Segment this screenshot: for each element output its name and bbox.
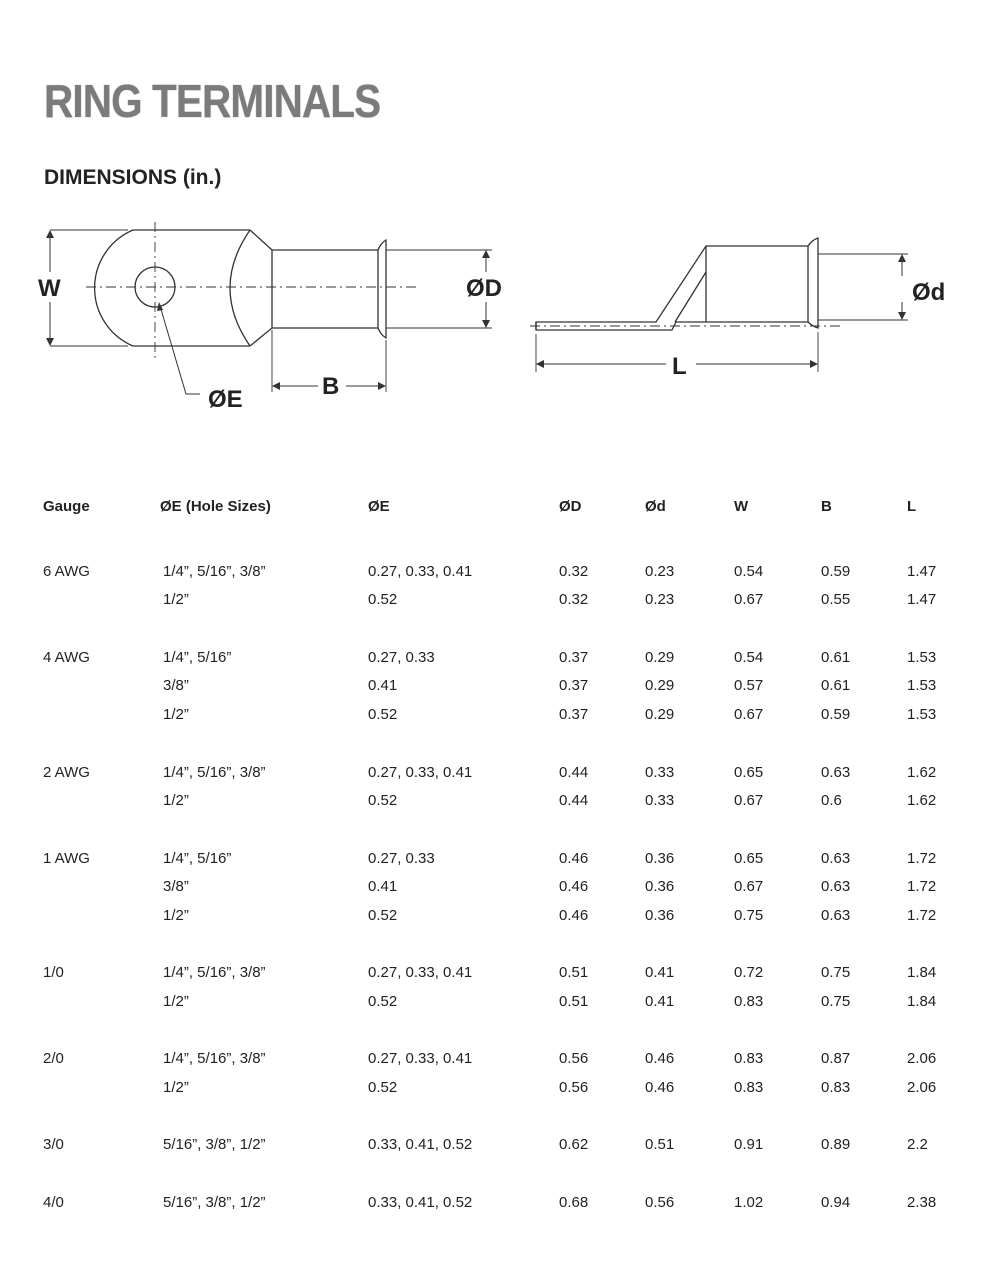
cell-d-lower: 0.23	[645, 562, 675, 580]
header-d-lower: Ød	[645, 498, 666, 515]
cell-d-lower: 0.29	[645, 648, 675, 666]
cell-l: 1.47	[907, 591, 937, 609]
cell-d-upper: 0.46	[559, 878, 589, 896]
table-row	[0, 585, 989, 614]
cell-hole-sizes: 1/2”	[163, 792, 189, 810]
cell-hole-sizes: 3/8”	[163, 677, 189, 695]
cell-w: 0.83	[734, 1050, 764, 1068]
cell-e: 0.27, 0.33	[368, 648, 435, 666]
label-d-upper: ØD	[466, 275, 502, 302]
cell-b: 0.6	[821, 792, 842, 810]
cell-d-lower: 0.23	[645, 591, 675, 609]
cell-l: 1.84	[907, 993, 937, 1010]
cell-d-lower: 0.36	[645, 849, 675, 867]
cell-w: 0.83	[734, 1079, 764, 1097]
cell-d-lower: 0.46	[645, 1050, 675, 1068]
cell-gauge: 6 AWG	[43, 562, 90, 580]
cell-d-lower: 0.41	[645, 993, 675, 1010]
cell-l: 1.53	[907, 706, 937, 724]
page-title: RING TERMINALS	[44, 75, 381, 127]
cell-l: 1.72	[907, 849, 937, 867]
group-spacer	[0, 729, 989, 758]
cell-b: 0.59	[821, 706, 851, 724]
cell-d-upper: 0.46	[559, 906, 589, 924]
table-row	[0, 700, 989, 729]
cell-gauge: 2 AWG	[43, 763, 90, 781]
cell-b: 0.87	[821, 1050, 851, 1068]
cell-hole-sizes: 1/2”	[163, 906, 189, 924]
cell-hole-sizes: 1/2”	[163, 591, 189, 609]
cell-d-lower: 0.29	[645, 677, 675, 695]
cell-e: 0.33, 0.41, 0.52	[368, 1136, 473, 1154]
cell-l: 2.06	[907, 1079, 937, 1097]
cell-w: 0.57	[734, 677, 764, 695]
label-l: L	[672, 353, 687, 380]
cell-l: 1.84	[907, 964, 937, 982]
cell-d-upper: 0.32	[559, 591, 589, 609]
cell-gauge: 4 AWG	[43, 648, 90, 666]
cell-w: 0.65	[734, 763, 764, 781]
cell-w: 0.75	[734, 906, 764, 924]
label-b: B	[322, 373, 340, 400]
table-row	[0, 872, 989, 901]
cell-w: 0.54	[734, 648, 764, 666]
header-l: L	[907, 498, 917, 515]
group-spacer	[0, 1016, 989, 1045]
cell-b: 0.63	[821, 878, 851, 896]
cell-hole-sizes: 1/2”	[163, 1079, 189, 1097]
cell-l: 1.53	[907, 648, 937, 666]
group-spacer	[0, 614, 989, 643]
cell-b: 0.55	[821, 591, 851, 609]
cell-d-lower: 0.29	[645, 706, 675, 724]
cell-e: 0.52	[368, 706, 398, 724]
barrel-outline	[272, 250, 378, 328]
cell-l: 1.72	[907, 906, 937, 924]
dimension-diagram	[0, 210, 989, 420]
table-row	[0, 1073, 989, 1102]
group-spacer	[0, 1102, 989, 1131]
cell-gauge: 2/0	[43, 1050, 64, 1068]
cell-l: 1.53	[907, 677, 937, 695]
cell-d-upper: 0.32	[559, 562, 589, 580]
table-row	[0, 1130, 989, 1159]
cell-b: 0.61	[821, 648, 851, 666]
cell-hole-sizes: 1/4”, 5/16”	[163, 849, 232, 867]
cell-e: 0.52	[368, 792, 398, 810]
cell-l: 1.62	[907, 792, 937, 810]
cell-e: 0.52	[368, 906, 398, 924]
cell-hole-sizes: 1/2”	[163, 706, 189, 724]
cell-w: 0.72	[734, 964, 764, 982]
cell-b: 0.75	[821, 964, 851, 982]
cell-d-upper: 0.68	[559, 1193, 589, 1211]
cell-b: 0.63	[821, 763, 851, 781]
group-spacer	[0, 930, 989, 959]
dimensions-table	[0, 492, 989, 1217]
cell-gauge: 4/0	[43, 1193, 64, 1211]
cell-hole-sizes: 1/4”, 5/16”, 3/8”	[163, 763, 266, 781]
cell-l: 2.2	[907, 1136, 928, 1154]
cell-gauge: 3/0	[43, 1136, 64, 1154]
cell-d-upper: 0.51	[559, 993, 589, 1010]
cell-w: 0.91	[734, 1136, 764, 1154]
cell-e: 0.41	[368, 677, 398, 695]
group-spacer	[0, 815, 989, 844]
cell-d-lower: 0.33	[645, 763, 675, 781]
cell-hole-sizes: 1/4”, 5/16”, 3/8”	[163, 562, 266, 580]
cell-e: 0.52	[368, 993, 398, 1010]
cell-d-lower: 0.36	[645, 906, 675, 924]
table-row	[0, 557, 989, 586]
table-row	[0, 643, 989, 672]
cell-w: 0.67	[734, 792, 764, 810]
cell-hole-sizes: 1/2”	[163, 993, 189, 1010]
table-row	[0, 901, 989, 930]
table-row	[0, 671, 989, 700]
cell-d-upper: 0.56	[559, 1050, 589, 1068]
cell-hole-sizes: 1/4”, 5/16”	[163, 648, 232, 666]
cell-hole-sizes: 5/16”, 3/8”, 1/2”	[163, 1193, 266, 1211]
cell-w: 0.67	[734, 591, 764, 609]
cell-d-upper: 0.56	[559, 1079, 589, 1097]
cell-d-upper: 0.44	[559, 792, 589, 810]
group-spacer	[0, 528, 989, 557]
table-row	[0, 1044, 989, 1073]
cell-l: 2.06	[907, 1050, 937, 1068]
cell-hole-sizes: 5/16”, 3/8”, 1/2”	[163, 1136, 266, 1154]
cell-w: 0.54	[734, 562, 764, 580]
cell-w: 0.83	[734, 993, 764, 1010]
cell-b: 0.59	[821, 562, 851, 580]
label-e: ØE	[208, 386, 243, 413]
cell-e: 0.52	[368, 1079, 398, 1097]
cell-l: 1.72	[907, 878, 937, 896]
cell-d-lower: 0.46	[645, 1079, 675, 1097]
table-row	[0, 1188, 989, 1217]
cell-hole-sizes: 3/8”	[163, 878, 189, 896]
side-view-outline	[536, 246, 808, 330]
section-heading: DIMENSIONS (in.)	[44, 166, 222, 189]
cell-e: 0.27, 0.33	[368, 849, 435, 867]
cell-b: 0.89	[821, 1136, 851, 1154]
cell-d-upper: 0.37	[559, 677, 589, 695]
cell-d-upper: 0.44	[559, 763, 589, 781]
label-d-lower: Ød	[912, 279, 946, 306]
cell-d-upper: 0.37	[559, 706, 589, 724]
cell-e: 0.27, 0.33, 0.41	[368, 562, 473, 580]
cell-e: 0.33, 0.41, 0.52	[368, 1193, 473, 1211]
cell-e: 0.52	[368, 591, 398, 609]
cell-e: 0.41	[368, 878, 398, 896]
cell-w: 1.02	[734, 1193, 764, 1211]
table-row	[0, 987, 989, 1016]
cell-d-lower: 0.33	[645, 792, 675, 810]
table-row	[0, 786, 989, 815]
table-header	[0, 492, 989, 528]
cell-d-upper: 0.46	[559, 849, 589, 867]
cell-l: 1.47	[907, 562, 937, 580]
cell-b: 0.75	[821, 993, 851, 1010]
cell-d-lower: 0.36	[645, 878, 675, 896]
cell-d-lower: 0.41	[645, 964, 675, 982]
header-hole-sizes: ØE (Hole Sizes)	[160, 498, 271, 515]
cell-d-upper: 0.51	[559, 964, 589, 982]
cell-b: 0.63	[821, 849, 851, 867]
cell-b: 0.63	[821, 906, 851, 924]
cell-w: 0.67	[734, 706, 764, 724]
cell-e: 0.27, 0.33, 0.41	[368, 763, 473, 781]
cell-b: 0.83	[821, 1079, 851, 1097]
header-e: ØE	[368, 498, 390, 515]
cell-hole-sizes: 1/4”, 5/16”, 3/8”	[163, 964, 266, 982]
cell-gauge: 1 AWG	[43, 849, 90, 867]
table-row	[0, 758, 989, 787]
cell-b: 0.61	[821, 677, 851, 695]
cell-l: 1.62	[907, 763, 937, 781]
header-w: W	[734, 498, 749, 515]
label-w: W	[38, 275, 61, 302]
table-body	[0, 528, 989, 1217]
cell-hole-sizes: 1/4”, 5/16”, 3/8”	[163, 1050, 266, 1068]
cell-w: 0.65	[734, 849, 764, 867]
cell-gauge: 1/0	[43, 964, 64, 982]
group-spacer	[0, 1159, 989, 1188]
cell-w: 0.67	[734, 878, 764, 896]
table-row	[0, 844, 989, 873]
header-d-upper: ØD	[559, 498, 582, 515]
cell-d-upper: 0.62	[559, 1136, 589, 1154]
header-gauge: Gauge	[43, 498, 90, 515]
cell-l: 2.38	[907, 1193, 937, 1211]
cell-e: 0.27, 0.33, 0.41	[368, 1050, 473, 1068]
ring-lug-outline	[95, 230, 250, 346]
cell-d-lower: 0.51	[645, 1136, 675, 1154]
cell-e: 0.27, 0.33, 0.41	[368, 964, 473, 982]
cell-b: 0.94	[821, 1193, 851, 1211]
cell-d-lower: 0.56	[645, 1193, 675, 1211]
cell-d-upper: 0.37	[559, 648, 589, 666]
header-b: B	[821, 498, 832, 515]
table-row	[0, 958, 989, 987]
